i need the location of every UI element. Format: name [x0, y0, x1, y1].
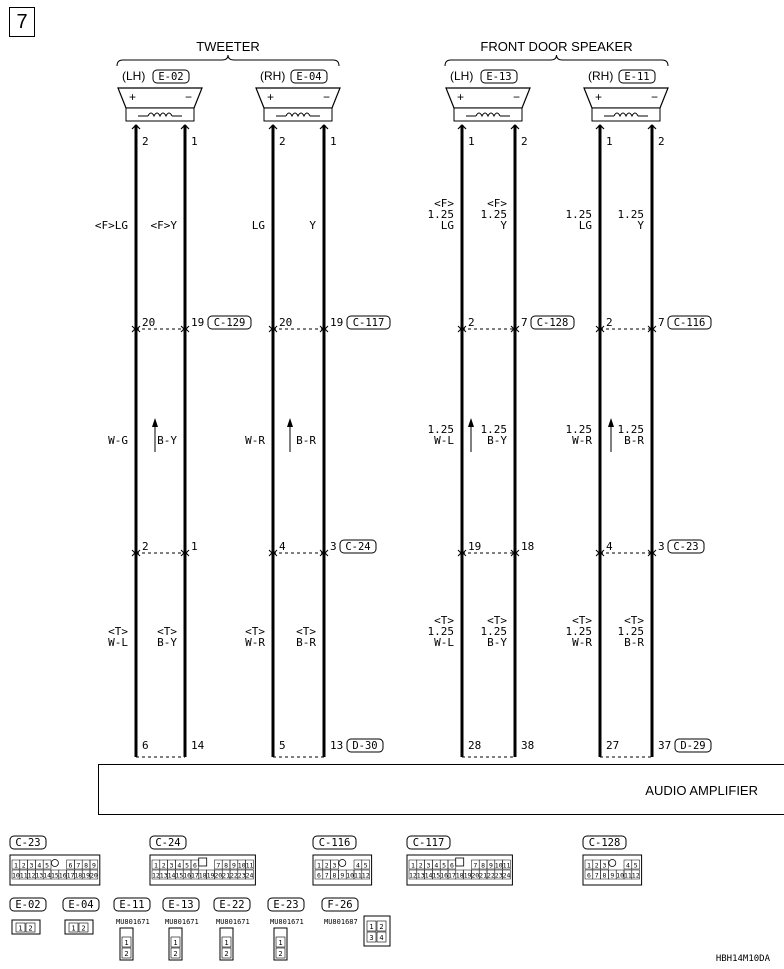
conn2-part-5: MU801671 [270, 918, 304, 926]
speaker-side-2: (LH) [450, 69, 474, 83]
speaker-plus-1: + [267, 90, 275, 104]
upper-wire-label-3-0: Y [309, 219, 316, 232]
conn-view-pin-bot-0-0: 10 [11, 871, 20, 880]
conn-view-pin-top-2-2: 3 [332, 861, 337, 870]
audio-amplifier-box [98, 764, 784, 815]
lower-wire-label-4-2: W-L [434, 636, 454, 649]
conn2-view-name-6: F-26 [327, 899, 353, 911]
upper-wire-label-4-0: <F> [434, 197, 454, 210]
conn-view-pin-bot-2-4: 10 [346, 871, 355, 880]
speaker-minus-0: − [185, 90, 193, 104]
junction1-connector-3: C-116 [673, 317, 706, 329]
conn-view-pin-top-2-3: 4 [355, 861, 360, 870]
front-door-speaker-group-title: FRONT DOOR SPEAKER [480, 39, 633, 54]
middle-wire-label-5-0: 1.25 [480, 423, 507, 436]
speaker-pin-1: 1 [191, 135, 198, 148]
speaker-pin-0: 2 [142, 135, 149, 148]
conn-view-pin-top-4-1: 2 [594, 861, 599, 870]
conn2-view-name-2: E-11 [119, 899, 145, 911]
conn2-part-2: MU801671 [116, 918, 150, 926]
conn-view-pin-top-0-6: 7 [76, 861, 81, 870]
lower-wire-label-1-0: <T> [157, 625, 177, 638]
junction1-connector-1: C-117 [352, 317, 385, 329]
conn-view-name-4: C-128 [588, 837, 621, 849]
conn-view-pin-bot-0-4: 14 [43, 871, 52, 880]
conn2-pin-4-1: 2 [224, 950, 229, 958]
conn-view-pin-bot-4-6: 12 [631, 871, 640, 880]
conn-view-pin-top-0-7: 8 [84, 861, 89, 870]
conn-view-pin-bot-2-2: 8 [332, 871, 337, 880]
junction2-pin-4: 19 [468, 540, 482, 553]
lower-wire-label-4-0: <T> [434, 614, 454, 627]
junction2-pin-6: 4 [606, 540, 613, 553]
middle-wire-label-7-0: 1.25 [617, 423, 644, 436]
lower-wire-label-3-1: B-R [296, 636, 316, 649]
junction1-pin-6: 2 [606, 316, 613, 329]
conn-view-pin-bot-1-0: 12 [151, 871, 160, 880]
conn-view-pin-bot-3-4: 16 [440, 871, 449, 880]
conn-view-pin-bot-2-1: 7 [324, 871, 329, 880]
junction1-connector-0: C-129 [213, 317, 246, 329]
conn-view-name-0: C-23 [15, 837, 41, 849]
conn-view-pin-top-3-1: 2 [418, 861, 423, 870]
speaker-coil-box-1 [264, 108, 332, 121]
conn2-view-name-4: E-22 [219, 899, 245, 911]
conn-view-pin-bot-1-6: 18 [198, 871, 207, 880]
conn-view-pin-bot-1-2: 14 [167, 871, 176, 880]
upper-wire-label-4-1: 1.25 [427, 208, 454, 221]
lower-wire-label-7-2: B-R [624, 636, 644, 649]
conn2-pin-0-1: 2 [28, 924, 33, 933]
upper-wire-label-1-0: <F>Y [150, 219, 177, 232]
lower-wire-label-0-0: <T> [108, 625, 128, 638]
middle-wire-label-4-0: 1.25 [427, 423, 454, 436]
conn-view-pin-bot-3-10: 22 [486, 871, 495, 880]
conn-view-pin-bot-2-3: 9 [340, 871, 345, 880]
conn2-view-name-3: E-13 [168, 899, 194, 911]
conn-view-pin-bot-4-2: 8 [602, 871, 607, 880]
conn-view-pin-bot-3-11: 23 [494, 871, 503, 880]
lower-wire-label-0-1: W-L [108, 636, 128, 649]
conn-view-pin-top-3-2: 3 [426, 861, 431, 870]
conn2-pin-0-0: 1 [18, 924, 23, 933]
conn2-pin-5-0: 1 [278, 939, 283, 947]
conn-view-name-3: C-117 [412, 837, 445, 849]
amp-pin-3: 13 [330, 739, 344, 752]
conn-view-pin-bot-1-7: 19 [206, 871, 215, 880]
conn-view-pin-top-1-9: 10 [237, 861, 246, 870]
speaker-minus-1: − [323, 90, 331, 104]
signal-arrowhead-0 [152, 418, 158, 427]
conn-view-pin-bot-2-6: 12 [361, 871, 370, 880]
conn-view-pin-bot-1-4: 16 [183, 871, 192, 880]
amp-pin-2: 5 [279, 739, 286, 752]
conn-view-pin-bot-1-12: 24 [245, 871, 254, 880]
conn-view-pin-top-3-7: 8 [481, 861, 486, 870]
junction1-pin-3: 19 [330, 316, 344, 329]
upper-wire-label-7-1: Y [637, 219, 644, 232]
conn-view-pin-top-3-0: 1 [410, 861, 415, 870]
junction1-pin-4: 2 [468, 316, 475, 329]
conn-view-pin-bot-4-1: 7 [594, 871, 599, 880]
speaker-minus-3: − [651, 90, 659, 104]
conn-view-pin-bot-1-3: 15 [175, 871, 184, 880]
audio-amplifier-label: AUDIO AMPLIFIER [645, 783, 758, 798]
lower-wire-label-7-1: 1.25 [617, 625, 644, 638]
speaker-pin-6: 1 [606, 135, 613, 148]
junction1-pin-1: 19 [191, 316, 205, 329]
conn-view-pin-top-3-4: 5 [442, 861, 447, 870]
conn-view-pin-bot-0-10: 20 [89, 871, 98, 880]
conn-view-pin-top-4-4: 5 [633, 861, 638, 870]
amp-connector-1: D-29 [680, 740, 706, 752]
lower-wire-label-3-0: <T> [296, 625, 316, 638]
conn-view-pin-top-1-8: 9 [231, 861, 236, 870]
tweeter-group-title: TWEETER [196, 39, 260, 54]
conn-view-pin-bot-0-1: 11 [19, 871, 28, 880]
speaker-plus-0: + [129, 90, 137, 104]
conn-view-pin-top-1-3: 4 [177, 861, 182, 870]
conn-view-pin-bot-3-7: 19 [463, 871, 472, 880]
conn-view-pin-bot-1-8: 20 [214, 871, 223, 880]
conn-view-pin-top-0-3: 4 [37, 861, 42, 870]
conn-view-pin-top-4-3: 4 [625, 861, 630, 870]
speaker-connector-2: E-13 [486, 71, 512, 83]
conn-view-pin-top-1-10: 11 [245, 861, 254, 870]
conn-view-pin-top-3-8: 9 [488, 861, 493, 870]
conn2-pin-3-0: 1 [173, 939, 178, 947]
conn-view-pin-bot-3-5: 17 [447, 871, 456, 880]
junction2-pin-2: 4 [279, 540, 286, 553]
tweeter-group-bracket [117, 55, 339, 66]
conn-view-pin-bot-0-6: 16 [58, 871, 67, 880]
speaker-connector-1: E-04 [296, 71, 322, 83]
conn2-part-4: MU801671 [216, 918, 250, 926]
conn-view-pin-top-3-5: 6 [449, 861, 454, 870]
conn-view-pin-bot-4-5: 11 [623, 871, 632, 880]
conn-view-pin-bot-2-5: 11 [353, 871, 362, 880]
middle-wire-label-4-1: W-L [434, 434, 454, 447]
conn-view-pin-bot-3-9: 21 [479, 871, 488, 880]
conn-view-pin-bot-1-10: 22 [229, 871, 238, 880]
conn2-pin-3-1: 2 [173, 950, 178, 958]
speaker-side-1: (RH) [260, 69, 286, 83]
conn-view-pin-top-0-4: 5 [45, 861, 50, 870]
junction1-connector-2: C-128 [536, 317, 569, 329]
signal-arrowhead-2 [468, 418, 474, 427]
conn2-pin-6-0: 1 [369, 923, 374, 931]
middle-wire-label-7-1: B-R [624, 434, 644, 447]
conn2-pin-2-0: 1 [124, 939, 129, 947]
amp-pin-0: 6 [142, 739, 149, 752]
junction2-connector-1: C-23 [673, 541, 699, 553]
amp-connector-0: D-30 [352, 740, 378, 752]
lower-wire-label-6-2: W-R [572, 636, 592, 649]
conn-view-pin-top-3-9: 10 [494, 861, 503, 870]
conn2-pin-1-1: 2 [81, 924, 86, 933]
conn2-pin-6-3: 4 [379, 934, 384, 942]
speaker-minus-2: − [513, 90, 521, 104]
conn2-pin-2-1: 2 [124, 950, 129, 958]
conn-view-pin-bot-3-1: 13 [416, 871, 425, 880]
speaker-pin-4: 1 [468, 135, 475, 148]
conn-view-pin-bot-3-3: 15 [432, 871, 441, 880]
upper-wire-label-5-0: <F> [487, 197, 507, 210]
junction2-pin-3: 3 [330, 540, 337, 553]
conn2-view-name-5: E-23 [273, 899, 299, 911]
conn-view-pin-top-0-2: 3 [29, 861, 34, 870]
speaker-connector-0: E-02 [158, 71, 184, 83]
lower-wire-label-2-0: <T> [245, 625, 265, 638]
conn-view-pin-top-3-6: 7 [473, 861, 478, 870]
conn-view-pin-bot-4-0: 6 [586, 871, 591, 880]
middle-wire-label-3-0: B-R [296, 434, 316, 447]
speaker-side-3: (RH) [588, 69, 614, 83]
conn-view-pin-bot-3-8: 20 [471, 871, 480, 880]
upper-wire-label-0-0: <F>LG [94, 219, 128, 232]
speaker-side-0: (LH) [122, 69, 146, 83]
conn-view-pin-bot-4-4: 10 [616, 871, 625, 880]
upper-wire-label-5-2: Y [500, 219, 507, 232]
conn-view-pin-bot-0-7: 17 [66, 871, 75, 880]
conn-view-pin-top-1-1: 2 [161, 861, 166, 870]
junction2-connector-0: C-24 [345, 541, 371, 553]
conn-view-pin-top-4-2: 3 [602, 861, 607, 870]
speaker-pin-3: 1 [330, 135, 337, 148]
conn2-part-6: MU801687 [324, 918, 358, 926]
conn-view-pin-top-1-2: 3 [169, 861, 174, 870]
junction2-pin-1: 1 [191, 540, 198, 553]
diagram-code: HBH14M10DA [715, 954, 770, 964]
junction2-pin-5: 18 [521, 540, 535, 553]
amp-pin-6: 27 [606, 739, 620, 752]
conn-view-name-2: C-116 [318, 837, 351, 849]
conn-view-pin-top-3-10: 11 [502, 861, 511, 870]
upper-wire-label-2-0: LG [251, 219, 265, 232]
amp-pin-5: 38 [521, 739, 535, 752]
conn2-pin-5-1: 2 [278, 950, 283, 958]
conn-view-pin-bot-1-1: 13 [159, 871, 168, 880]
amp-pin-4: 28 [468, 739, 482, 752]
middle-wire-label-0-0: W-G [108, 434, 128, 447]
conn-view-pin-bot-0-3: 13 [35, 871, 44, 880]
conn2-pin-6-1: 2 [379, 923, 384, 931]
conn-view-pin-top-1-6: 7 [216, 861, 221, 870]
conn-view-pin-bot-3-6: 18 [455, 871, 464, 880]
conn-view-pin-top-0-0: 1 [13, 861, 18, 870]
junction2-pin-7: 3 [658, 540, 665, 553]
conn-view-pin-top-2-4: 5 [363, 861, 368, 870]
conn-view-pin-top-1-0: 1 [153, 861, 158, 870]
conn-view-pin-bot-2-0: 6 [316, 871, 321, 880]
amp-pin-1: 14 [191, 739, 205, 752]
conn-view-pin-top-2-0: 1 [316, 861, 321, 870]
upper-wire-label-6-1: LG [578, 219, 592, 232]
signal-arrowhead-1 [287, 418, 293, 427]
conn-view-pin-bot-4-3: 9 [610, 871, 615, 880]
conn-view-pin-top-1-4: 5 [185, 861, 190, 870]
front-door-speaker-group-bracket [445, 55, 668, 66]
speaker-pin-2: 2 [279, 135, 286, 148]
conn-view-pin-bot-1-11: 23 [237, 871, 246, 880]
middle-wire-label-5-1: B-Y [487, 434, 507, 447]
speaker-plus-2: + [457, 90, 465, 104]
upper-wire-label-5-1: 1.25 [480, 208, 507, 221]
junction1-pin-7: 7 [658, 316, 665, 329]
speaker-connector-3: E-11 [624, 71, 650, 83]
middle-wire-label-6-0: 1.25 [565, 423, 592, 436]
lower-wire-label-6-1: 1.25 [565, 625, 592, 638]
conn-view-pin-bot-0-2: 12 [27, 871, 36, 880]
upper-wire-label-7-0: 1.25 [617, 208, 644, 221]
lower-wire-label-4-1: 1.25 [427, 625, 454, 638]
speaker-coil-box-0 [126, 108, 194, 121]
conn-view-pin-bot-0-5: 15 [50, 871, 59, 880]
junction1-pin-5: 7 [521, 316, 528, 329]
signal-arrowhead-3 [608, 418, 614, 427]
conn-view-pin-top-1-5: 6 [192, 861, 197, 870]
conn-view-pin-top-2-1: 2 [324, 861, 329, 870]
junction1-pin-0: 20 [142, 316, 156, 329]
lower-wire-label-5-2: B-Y [487, 636, 507, 649]
conn-view-pin-bot-1-9: 21 [222, 871, 231, 880]
middle-wire-label-2-0: W-R [245, 434, 265, 447]
middle-wire-label-1-0: B-Y [157, 434, 177, 447]
speaker-coil-box-3 [592, 108, 660, 121]
upper-wire-label-4-2: LG [440, 219, 454, 232]
conn2-part-3: MU801671 [165, 918, 199, 926]
conn2-view-name-1: E-04 [68, 899, 94, 911]
junction1-pin-2: 20 [279, 316, 293, 329]
lower-wire-label-1-1: B-Y [157, 636, 177, 649]
conn-view-pin-bot-0-9: 19 [82, 871, 91, 880]
conn-view-pin-bot-3-2: 14 [424, 871, 433, 880]
conn-view-pin-top-0-1: 2 [21, 861, 26, 870]
speaker-pin-7: 2 [658, 135, 665, 148]
middle-wire-label-6-1: W-R [572, 434, 592, 447]
lower-wire-label-5-1: 1.25 [480, 625, 507, 638]
conn-view-name-1: C-24 [155, 837, 181, 849]
lower-wire-label-6-0: <T> [572, 614, 592, 627]
conn2-pin-1-0: 1 [71, 924, 76, 933]
conn-view-pin-top-0-8: 9 [91, 861, 96, 870]
lower-wire-label-7-0: <T> [624, 614, 644, 627]
page-number-box: 7 [9, 7, 35, 37]
amp-pin-7: 37 [658, 739, 672, 752]
junction2-pin-0: 2 [142, 540, 149, 553]
conn-view-pin-top-1-7: 8 [224, 861, 229, 870]
conn2-pin-6-2: 3 [369, 934, 374, 942]
conn-view-pin-top-0-5: 6 [68, 861, 73, 870]
speaker-pin-5: 2 [521, 135, 528, 148]
speaker-plus-3: + [595, 90, 603, 104]
conn-view-pin-bot-0-8: 18 [74, 871, 83, 880]
conn-view-pin-bot-3-0: 12 [408, 871, 417, 880]
conn-view-pin-top-3-3: 4 [434, 861, 439, 870]
lower-wire-label-2-1: W-R [245, 636, 265, 649]
conn-view-pin-top-4-0: 1 [586, 861, 591, 870]
upper-wire-label-6-0: 1.25 [565, 208, 592, 221]
conn-view-pin-bot-3-12: 24 [502, 871, 511, 880]
conn2-view-name-0: E-02 [15, 899, 41, 911]
lower-wire-label-5-0: <T> [487, 614, 507, 627]
speaker-coil-box-2 [454, 108, 522, 121]
conn-view-pin-bot-1-5: 17 [190, 871, 199, 880]
conn2-pin-4-0: 1 [224, 939, 229, 947]
